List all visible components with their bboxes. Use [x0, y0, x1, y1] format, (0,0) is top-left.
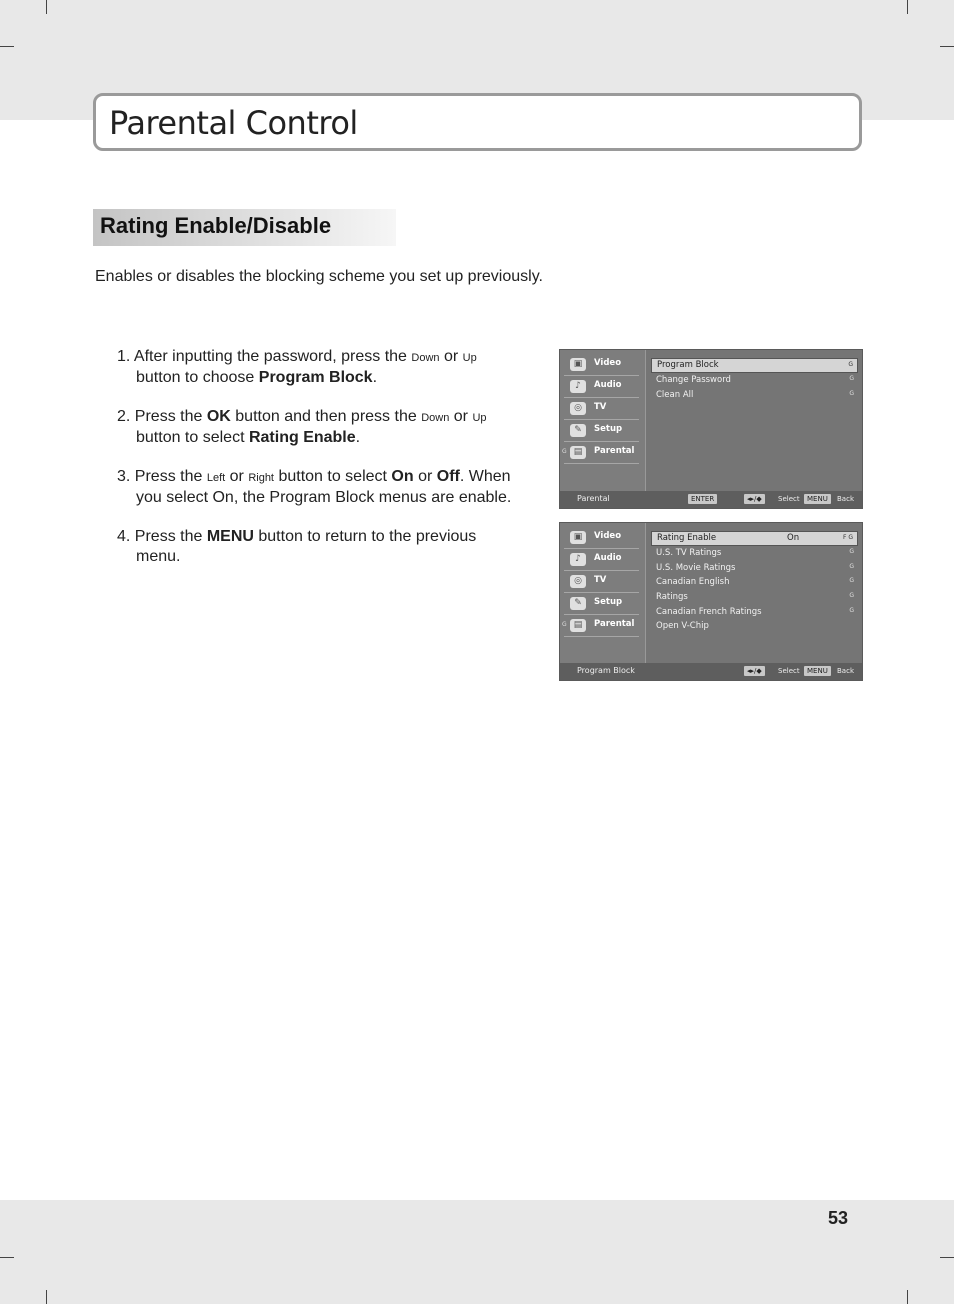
section-heading-bar — [93, 209, 396, 246]
option-open-v-chip[interactable]: Open V-Chip — [656, 621, 709, 632]
parental-icon: ▤ — [570, 446, 586, 459]
setup-icon: ✎ — [570, 424, 586, 437]
section-heading: Rating Enable/Disable — [100, 213, 332, 238]
step-2: 2. Press the OK button and then press the Down or Up button to select Rating Enable. — [117, 408, 487, 446]
back-label: Back — [837, 495, 854, 503]
nav-item-tv[interactable]: ◎ TV — [564, 571, 639, 593]
osd-screen-parental — [559, 349, 863, 509]
osd-option-list — [651, 358, 858, 402]
nav-item-video[interactable]: ▣ Video — [564, 354, 639, 376]
menu-key: MENU — [804, 666, 831, 676]
nav-item-audio[interactable]: ♪ Audio — [564, 376, 639, 398]
audio-icon: ♪ — [570, 553, 586, 566]
nav-item-audio[interactable]: ♪ Audio — [564, 549, 639, 571]
osd-side-menu — [560, 523, 646, 663]
steps-list — [117, 347, 517, 586]
step-4: 4. Press the MENU button to return to the previous menu. — [117, 528, 477, 565]
crop-mark — [46, 1290, 47, 1304]
tv-icon: ◎ — [570, 402, 586, 415]
option-canadian-english[interactable]: Canadian English G — [656, 577, 854, 588]
enter-key: ENTER — [688, 494, 717, 504]
footer-title: Parental — [577, 494, 610, 503]
tv-icon: ◎ — [570, 575, 586, 588]
footer-title: Program Block — [577, 666, 635, 675]
setup-icon: ✎ — [570, 597, 586, 610]
video-icon: ▣ — [570, 531, 586, 544]
parental-icon: ▤ — [570, 619, 586, 632]
back-label: Back — [837, 667, 854, 675]
osd-option-list — [651, 531, 858, 634]
crop-mark — [907, 0, 908, 14]
crop-mark — [0, 46, 14, 47]
option-us-tv-ratings[interactable]: U.S. TV Ratings G — [656, 548, 854, 558]
osd-footer — [560, 491, 862, 508]
step-3: 3. Press the Left or Right button to select On or Off. When you select On, the Program Block menus are enable. — [117, 468, 512, 506]
menu-key: MENU — [804, 494, 831, 504]
step-1: 1. After inputting the password, press the Down or Up button to choose Program Block. — [117, 348, 477, 386]
crop-mark — [940, 46, 954, 47]
audio-icon: ♪ — [570, 380, 586, 393]
nav-item-video[interactable]: ▣ Video — [564, 527, 639, 549]
option-rating-enable[interactable]: Rating Enable On F G — [651, 531, 858, 546]
nav-item-parental[interactable]: G ▤ Parental — [564, 615, 639, 637]
option-us-movie-ratings[interactable]: U.S. Movie Ratings G — [656, 562, 854, 573]
nav-item-tv[interactable]: ◎ TV — [564, 398, 639, 420]
title-box — [93, 93, 862, 151]
osd-screen-program-block — [559, 522, 863, 681]
osd-side-menu — [560, 350, 646, 491]
crop-mark — [907, 1290, 908, 1304]
crop-mark — [46, 0, 47, 14]
arrows-key: ◂▸/◆ — [744, 494, 765, 504]
video-icon: ▣ — [570, 358, 586, 371]
option-ratings[interactable]: Ratings G — [656, 592, 854, 603]
select-label: Select — [778, 667, 800, 675]
footer-band — [0, 1200, 954, 1304]
crop-mark — [940, 1257, 954, 1258]
page-number: 53 — [828, 1208, 849, 1228]
intro-text: Enables or disables the blocking scheme you set up previously. — [95, 268, 543, 285]
option-canadian-french-ratings[interactable]: Canadian French Ratings G — [656, 606, 854, 617]
option-program-block[interactable]: Program Block G — [651, 358, 858, 373]
osd-footer — [560, 663, 862, 680]
arrows-key: ◂▸/◆ — [744, 666, 765, 676]
option-change-password[interactable]: Change Password G — [656, 375, 854, 385]
nav-item-setup[interactable]: ✎ Setup — [564, 420, 639, 442]
option-clean-all[interactable]: Clean All G — [656, 389, 854, 400]
nav-item-setup[interactable]: ✎ Setup — [564, 593, 639, 615]
selected-mark: G — [562, 621, 567, 628]
selected-mark: G — [562, 448, 567, 455]
nav-item-parental[interactable]: G ▤ Parental — [564, 442, 639, 464]
rating-enable-value: On — [787, 533, 800, 543]
crop-mark — [0, 1257, 14, 1258]
select-label: Select — [778, 495, 800, 503]
page-title: Parental Control — [109, 104, 358, 142]
